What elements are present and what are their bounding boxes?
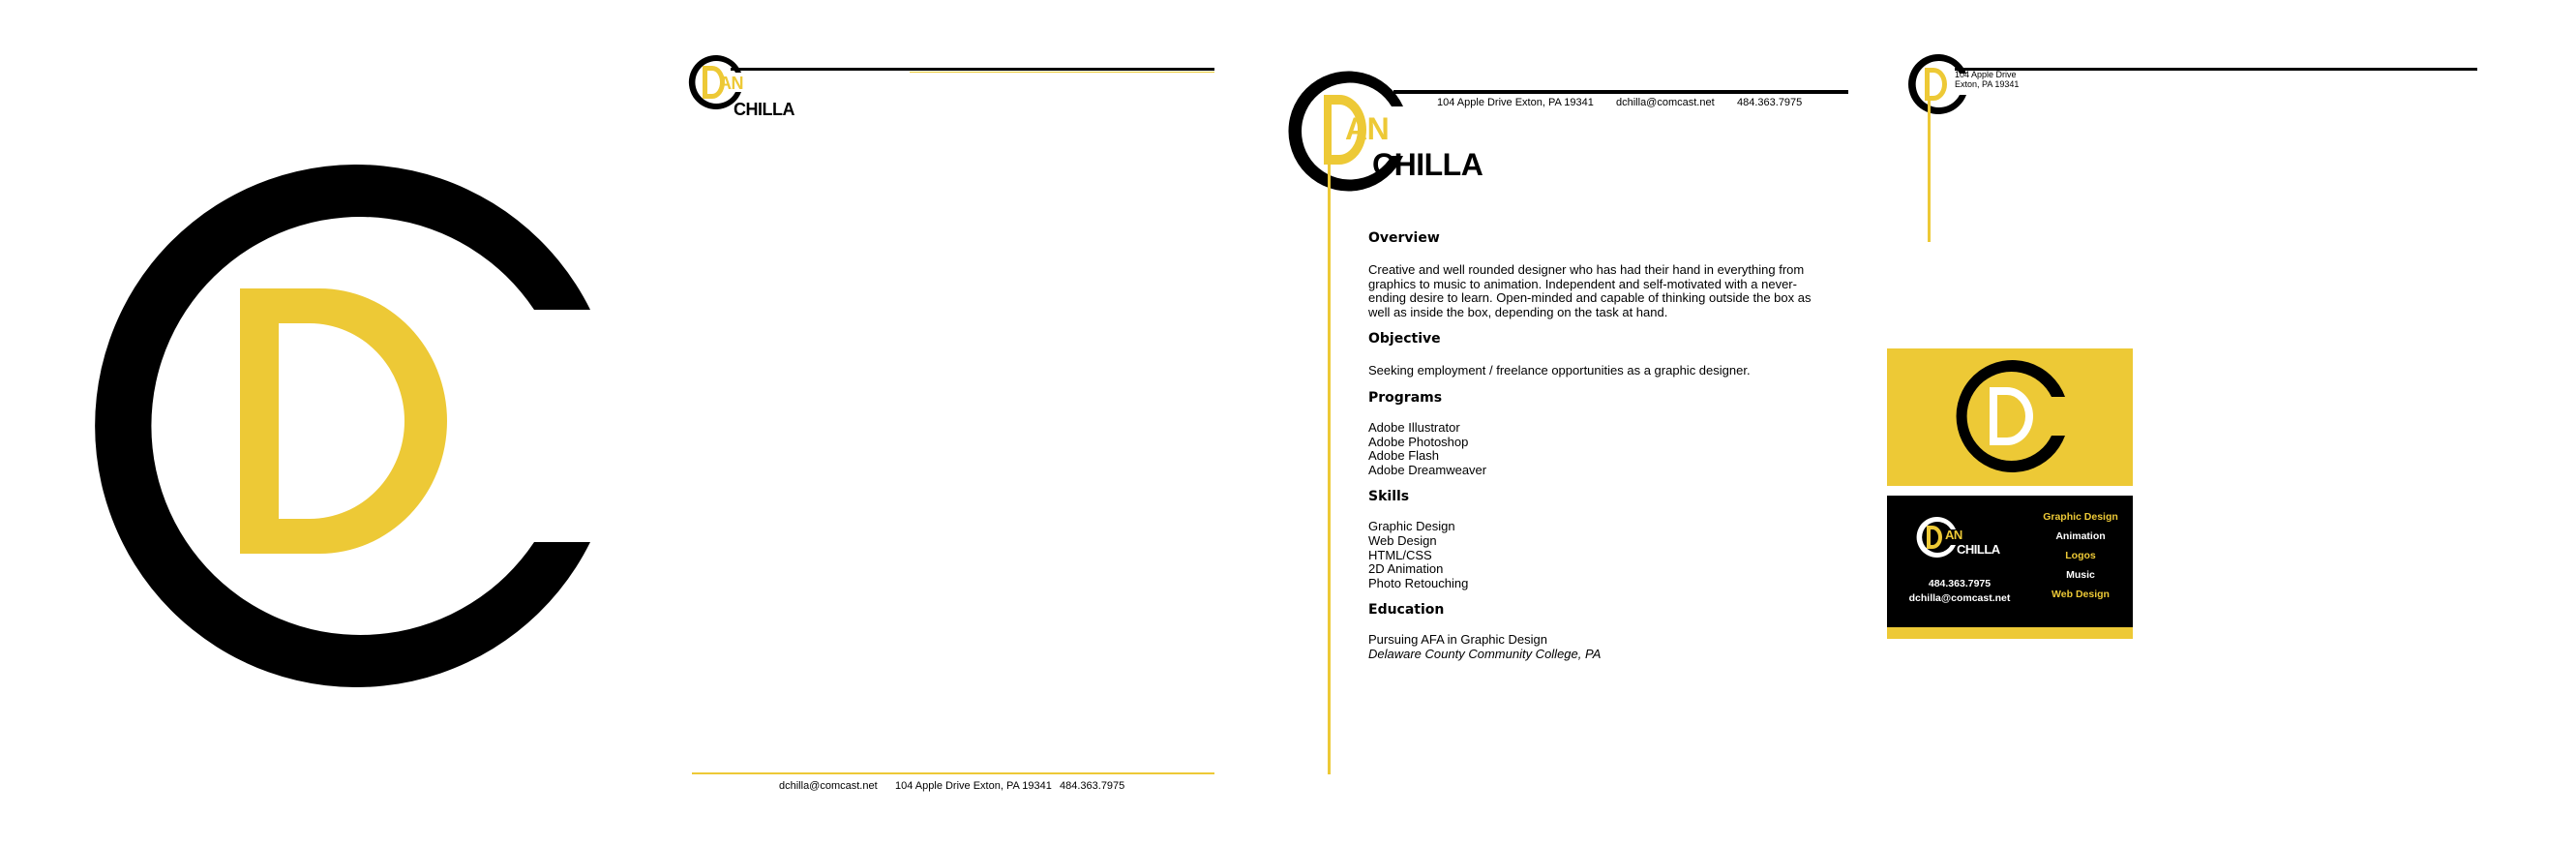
education-school: Delaware County Community College, PA [1368,646,1602,661]
letterhead-initial-c: C [734,100,746,119]
letterhead [677,39,1219,803]
letterhead-bottom-rule [692,772,1214,774]
resume-name-hilla: HILLA [1393,147,1483,182]
card-name-top: AN [1945,528,1962,542]
list-item: HTML/CSS [1368,547,1432,562]
card-name-bottom [1957,542,2000,557]
overview-text: Creative and well rounded designer who has had their hand in everything from graphics to music to animation. Independent and self-motivated with a never-ending desire to learn. Open-minded and capable of thinking outside the box as well as inside the box, depending on the task at hand. [1368,262,1812,319]
letterhead-name-hilla: HILLA [745,100,794,119]
resume-header-email: dchilla@comcast.net [1616,97,1715,108]
resume-name-bottom [1372,147,1483,183]
education-heading: Education [1368,602,1445,619]
letterhead-top-rule-accent [910,72,1214,73]
card-name-hilla: HILLA [1964,542,2000,557]
card-phone: 484.363.7975 [1928,578,1992,589]
logo-c-ring [95,165,590,687]
letterhead-name-bottom [734,100,794,120]
resume-body [1368,230,1833,662]
business-card-front [1887,348,2133,486]
skills-heading: Skills [1368,489,1410,505]
card-services [2032,511,2129,608]
envelope-address-line1: 104 Apple Drive [1955,70,2017,79]
service-web-design: Web Design [2052,589,2110,600]
list-item: Web Design [1368,532,1437,548]
programs-list [1368,421,1833,477]
resume-header-phone: 484.363.7975 [1737,97,1803,108]
service-graphic-design: Graphic Design [2043,511,2118,523]
resume [1287,58,1848,774]
resume-initial-c: C [1372,147,1394,182]
letterhead-top-rule [731,68,1214,71]
skills-list [1368,520,1833,590]
programs-heading: Programs [1368,389,1443,406]
service-animation: Animation [2055,530,2106,542]
resume-top-rule [1393,90,1848,94]
envelope-address-line2: Exton, PA 19341 [1955,79,2020,89]
letterhead-phone: 484.363.7975 [1060,780,1125,792]
card-front-logo [1951,356,2071,476]
service-music: Music [2066,569,2095,581]
resume-name-top: AN [1345,111,1390,146]
letterhead-name-top: AN [719,74,743,93]
resume-header-address: 104 Apple Drive Exton, PA 19341 [1437,97,1594,108]
list-item: Adobe Photoshop [1368,434,1469,449]
card-bottom-stripe [1887,627,2133,639]
education-degree: Pursuing AFA in Graphic Design [1368,632,1547,648]
business-card-back [1887,496,2133,639]
card-initial-c: C [1957,542,1965,557]
overview-heading: Overview [1368,230,1440,246]
list-item: 2D Animation [1368,561,1444,577]
list-item: Adobe Flash [1368,448,1439,464]
list-item: Photo Retouching [1368,575,1469,590]
list-item: Adobe Illustrator [1368,419,1460,435]
objective-text: Seeking employment / freelance opportunities as a graphic designer. [1368,363,1751,378]
card-email: dchilla@comcast.net [1908,592,2011,604]
large-dc-logo [68,145,610,707]
envelope-vertical-rule [1928,97,1931,242]
list-item: Adobe Dreamweaver [1368,462,1487,477]
envelope [1887,48,2526,300]
logo-d-letter [240,288,447,554]
objective-heading: Objective [1368,331,1441,347]
service-logos: Logos [2065,550,2096,561]
letterhead-email: dchilla@comcast.net [779,780,878,792]
list-item: Graphic Design [1368,519,1455,534]
letterhead-address: 104 Apple Drive Exton, PA 19341 [895,780,1052,792]
envelope-top-rule [1955,68,2477,71]
resume-vertical-rule [1328,155,1331,774]
